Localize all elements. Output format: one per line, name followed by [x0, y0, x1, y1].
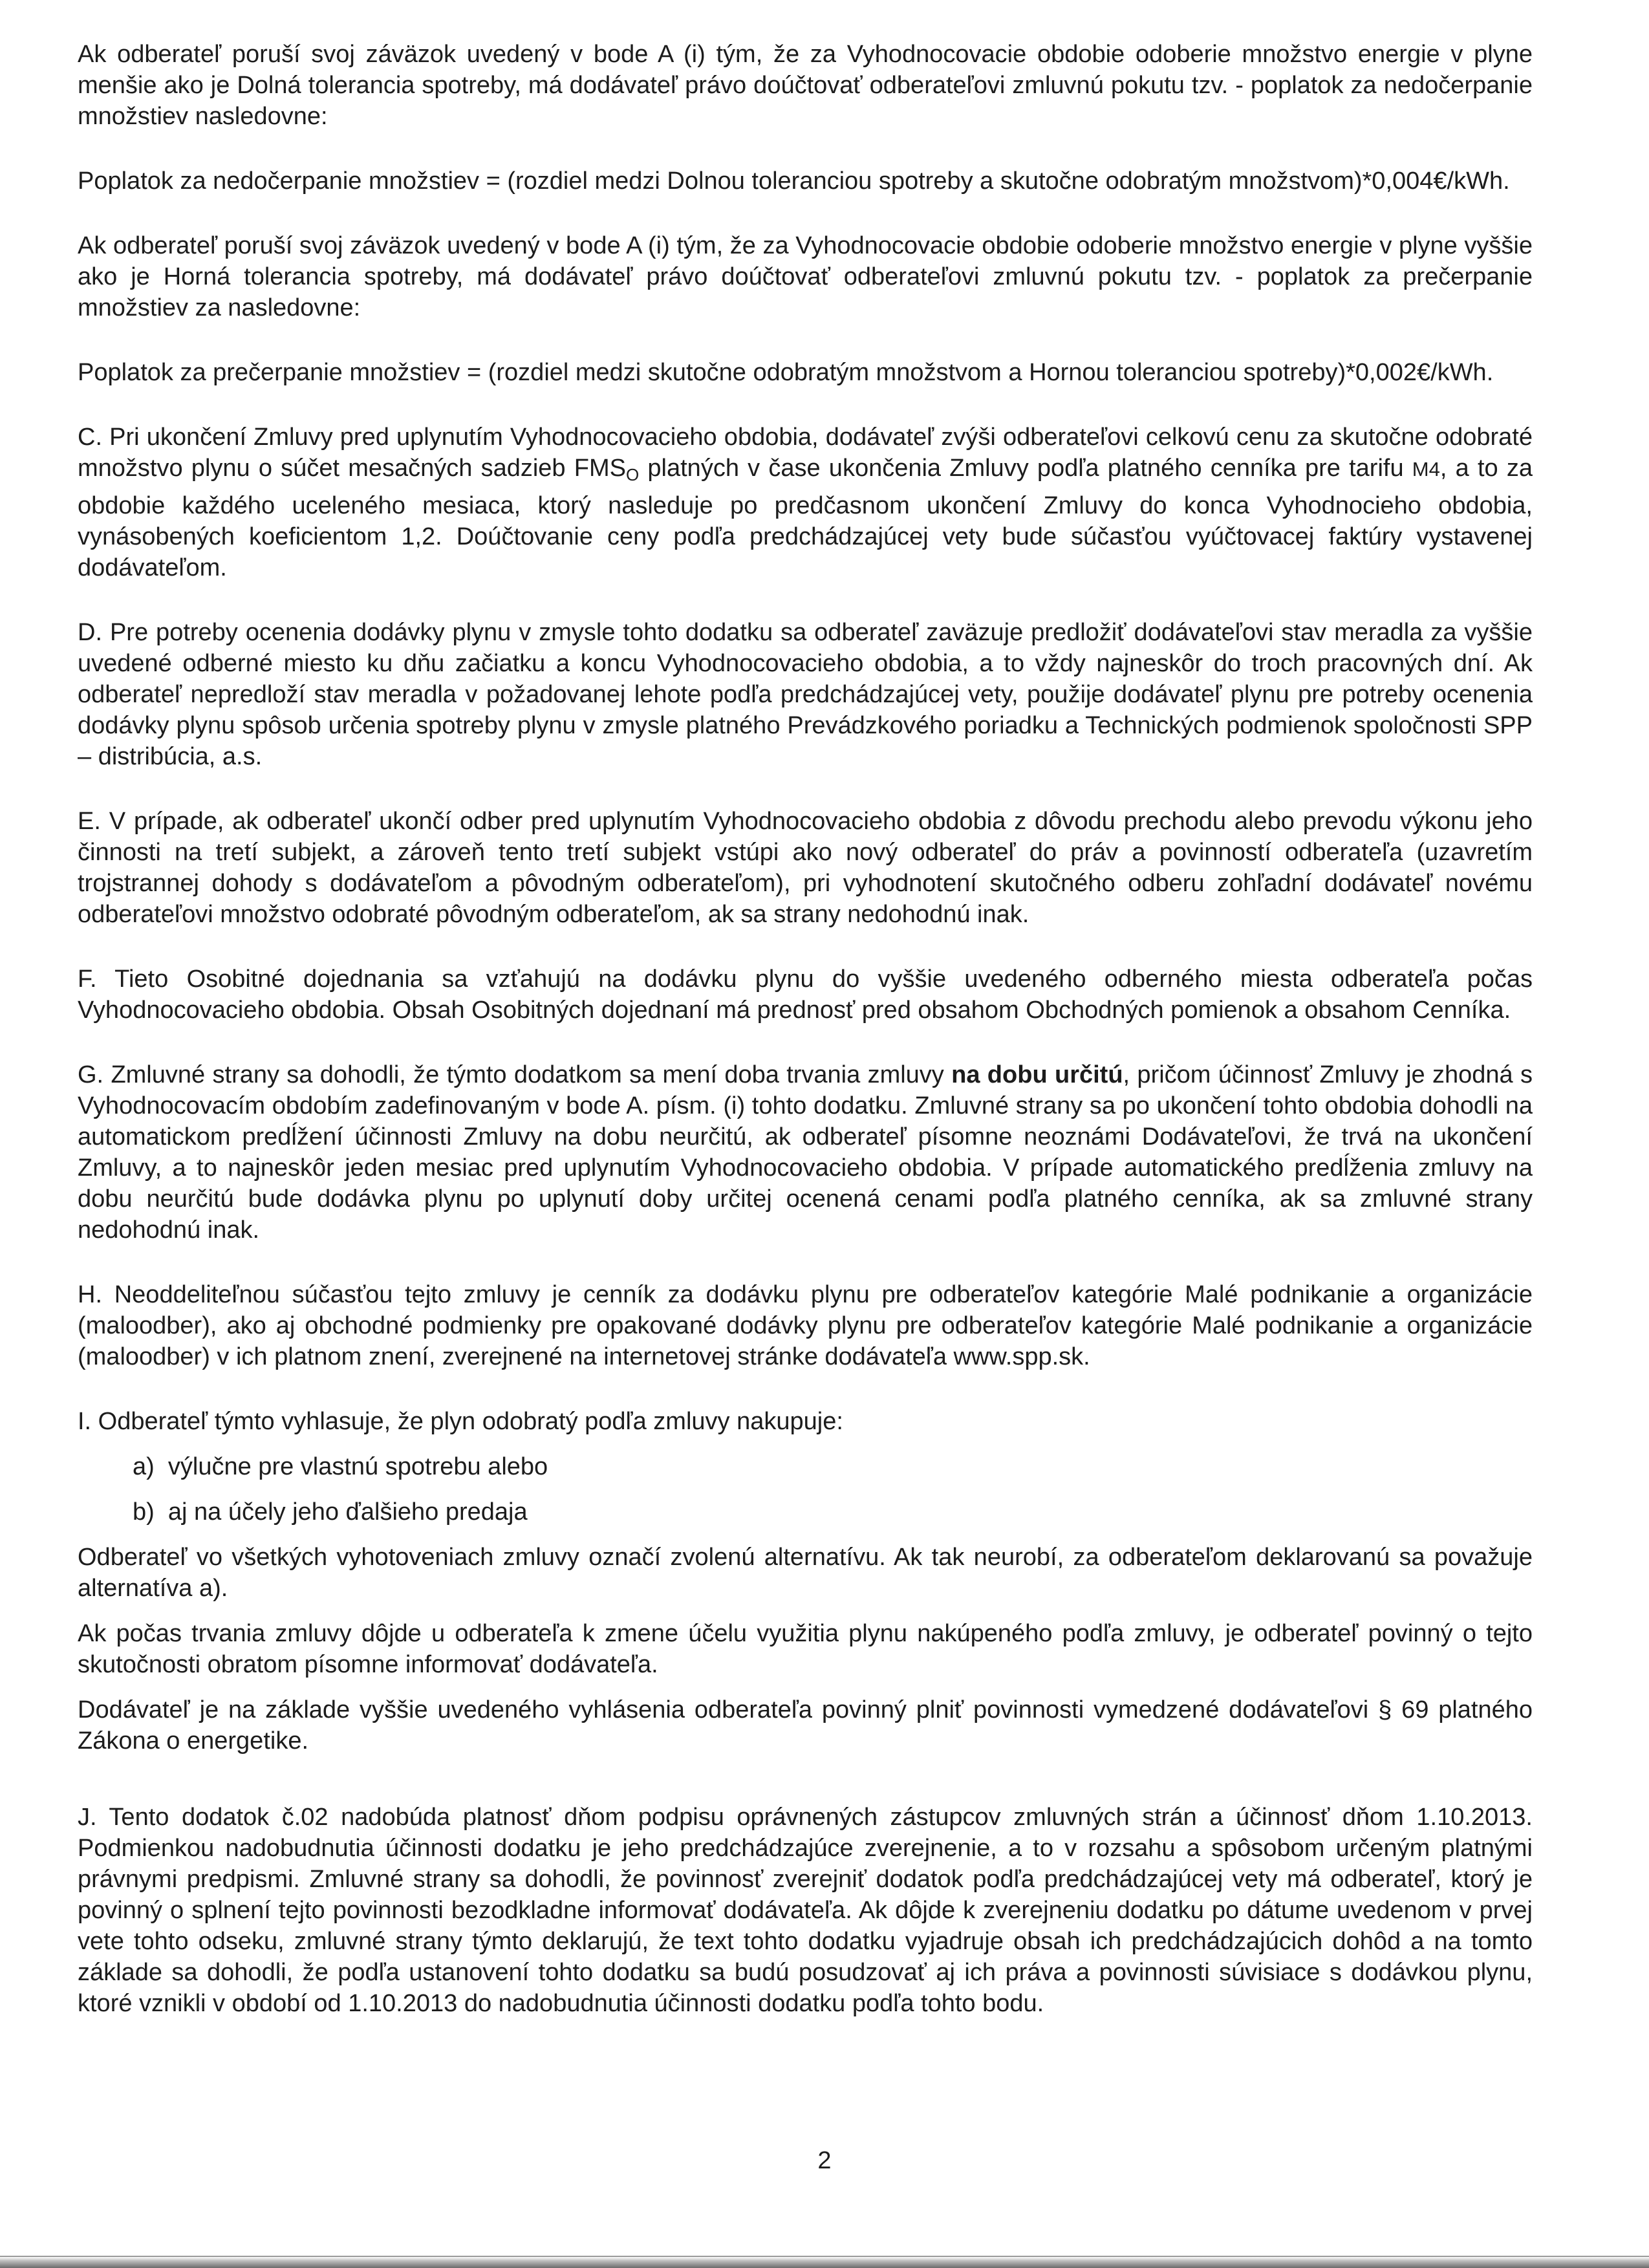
paragraph-f: F. Tieto Osobitné dojednania sa vzťahujú na dodávku plynu do vyššie uvedeného odberného miesta odberateľa počas Vyhodnocovacieho obdobia. Obsah Osobitných dojednaní má prednosť pred obsahom Obchodných pomienok a obsahom Cenníka. — [78, 966, 1533, 1024]
list-item-option-a: a) výlučne pre vlastnú spotrebu alebo — [133, 1453, 548, 1480]
paragraph-underconsumption: Ak odberateľ poruší svoj záväzok uvedený v bode A (i) tým, že za Vyhodnocovacie obdobie odoberie množstvo energie v plyne menšie ako je Dolná tolerancia spotreby, má dodávateľ právo doúčtovať odberateľovi zmluvnú pokutu tzv. - poplatok za nedočerpanie množstiev nasledovne: — [78, 41, 1533, 130]
paragraph-c-text-1: C. Pri ukončení Zmluvy pred uplynutím Vyhodnocovacieho obdobia, dodávateľ zvýši odberateľovi celkovú cenu za skutočne odobraté množstvo plynu o súčet mesačných sadzieb FMS — [78, 424, 1533, 482]
paragraph-g-text-1: G. Zmluvné strany sa dohodli, že týmto dodatkom sa mení doba trvania zmluvy — [78, 1061, 952, 1088]
paragraph-g-emphasis: na dobu určitú — [951, 1061, 1123, 1088]
paragraph-i-note-2: Ak počas trvania zmluvy dôjde u odberateľa k zmene účelu využitia plynu nakúpeného podľa zmluvy, je odberateľ povinný o tejto skutočnosti obratom písomne informovať dodávateľa. — [78, 1620, 1533, 1678]
fms-subscript: O — [625, 465, 640, 484]
list-item-option-b: b) aj na účely jeho ďalšieho predaja — [133, 1498, 528, 1526]
paragraph-d: D. Pre potreby ocenenia dodávky plynu v zmysle tohto dodatku sa odberateľ zaväzuje predložiť dodávateľovi stav meradla za vyššie uvedené odberné miesto ku dňu začiatku a koncu Vyhodnocovacieho obdobia, a to vždy najneskôr do troch pracovných dní. Ak odberateľ nepredloží stav meradla v požadovanej lehote podľa predchádzajúcej vety, použije dodávateľ plynu pre potreby ocenenia dodávky plynu spôsob určenia spotreby plynu v zmysle platného Prevádzkového poriadku a Technických podmienok spoločnosti SPP – distribúcia, a.s. — [78, 619, 1533, 770]
paragraph-overconsumption-formula: Poplatok za prečerpanie množstiev = (rozdiel medzi skutočne odobratým množstvom a Hornou toleranciou spotreby)*0,002€/kWh. — [78, 359, 1494, 386]
paragraph-h: H. Neoddeliteľnou súčasťou tejto zmluvy je cenník za dodávku plynu pre odberateľov kategórie Malé podnikanie a organizácie (maloodber), ako aj obchodné podmienky pre opakované dodávky plynu pre odberateľov kategórie Malé podnikanie a organizácie (maloodber) v ich platnom znení, zverejnené na internetovej stránke dodávateľa www.spp.sk. — [78, 1281, 1533, 1370]
page-number: 2 — [817, 2147, 832, 2174]
paragraph-c — [78, 422, 1533, 583]
paragraph-i-note-1: Odberateľ vo všetkých vyhotoveniach zmluvy označí zvolenú alternatívu. Ak tak neurobí, za odberateľom deklarovanú sa považuje alternatíva a). — [78, 1544, 1533, 1602]
paragraph-c-text-3: , a to za obdobie každého uceleného mesiaca, ktorý nasleduje po predčasnom ukončení Zmluvy do konca Vyhodnocieho obdobia, vynásobených koeficientom 1,2. Doúčtovanie ceny podľa predchádzajúcej vety bude súčasťou vyúčtovacej faktúry vystavenej dodávateľom. — [78, 455, 1533, 581]
paragraph-e: E. V prípade, ak odberateľ ukončí odber pred uplynutím Vyhodnocovacieho obdobia z dôvodu prechodu alebo prevodu výkonu jeho činnosti na tretí subjekt, a zároveň tento tretí subjekt vstúpi ako nový odberateľ do práv a povinností odberateľa (uzavretím trojstrannej dohody s dodávateľom a pôvodným odberateľom), pri vyhodnotení skutočného odberu zohľadní dodávateľ novému odberateľovi množstvo odobraté pôvodným odberateľom, ak sa strany nedohodnú inak. — [78, 808, 1533, 928]
paragraph-i-intro: I. Odberateľ týmto vyhlasuje, že plyn odobratý podľa zmluvy nakupuje: — [78, 1408, 843, 1435]
paragraph-i-note-3: Dodávateľ je na základe vyššie uvedeného vyhlásenia odberateľa povinný plniť povinnosti vymedzené dodávateľovi § 69 platného Zákona o energetike. — [78, 1696, 1533, 1755]
paragraph-g-text-2: , pričom účinnosť Zmluvy je zhodná s Vyhodnocovacím obdobím zadefinovaným v bode A. písm. (i) tohto dodatku. Zmluvné strany sa po ukončení tohto obdobia dohodli na automatickom predĺžení účinnosti Zmluvy na dobu neurčitú, ak odberateľ písomne neoznámi Dodávateľovi, že trvá na ukončení Zmluvy, a to najneskôr jeden mesiac pred uplynutím Vyhodnocovacieho obdobia. V prípade automatického predĺženia zmluvy na dobu neurčitú bude dodávka plynu po uplynutí doby určitej ocenená cenami podľa platného cenníka, ak sa zmluvné strany nedohodnú inak. — [78, 1061, 1533, 1244]
tariff-code: M4 — [1412, 458, 1440, 481]
paragraph-g — [78, 1059, 1533, 1246]
paragraph-overconsumption: Ak odberateľ poruší svoj záväzok uvedený v bode A (i) tým, že za Vyhodnocovacie obdobie odoberie množstvo energie v plyne vyššie ako je Horná tolerancia spotreby, má dodávateľ právo doúčtovať odberateľovi zmluvnú pokutu tzv. - poplatok za prečerpanie množstiev za nasledovne: — [78, 232, 1533, 321]
paragraph-underconsumption-formula: Poplatok za nedočerpanie množstiev = (rozdiel medzi Dolnou toleranciou spotreby a skutočne odobratým množstvom)*0,004€/kWh. — [78, 167, 1510, 195]
document-page — [78, 39, 1533, 2019]
paragraph-c-text-2: platných v čase ukončenia Zmluvy podľa platného cenníka pre tarifu — [639, 455, 1412, 482]
paragraph-j: J. Tento dodatok č.02 nadobúda platnosť dňom podpisu oprávnených zástupcov zmluvných strán a účinnosť dňom 1.10.2013. Podmienkou nadobudnutia účinnosti dodatku je jeho predchádzajúce zverejnenie, a to v rozsahu a spôsobom určeným platnými právnymi predpismi. Zmluvné strany sa dohodli, že povinnosť zverejniť dodatok podľa predchádzajúcej vety má odberateľ, ktorý je povinný o splnení tejto povinnosti bezodkladne informovať dodávateľa. Ak dôjde k zverejneniu dodatku po dátume uvedenom v prvej vete tohto odseku, zmluvné strany týmto deklarujú, že text tohto dodatku vyjadruje obsah ich predchádzajúcich dohôd a na tomto základe sa dohodli, že podľa ustanovení tohto dodatku sa budú posudzovať aj ich práva a povinnosti súvisiace s dodávkou plynu, ktoré vznikli v období od 1.10.2013 do nadobudnutia účinnosti dodatku podľa tohto bodu. — [78, 1804, 1533, 2017]
scan-edge — [0, 2257, 1649, 2268]
